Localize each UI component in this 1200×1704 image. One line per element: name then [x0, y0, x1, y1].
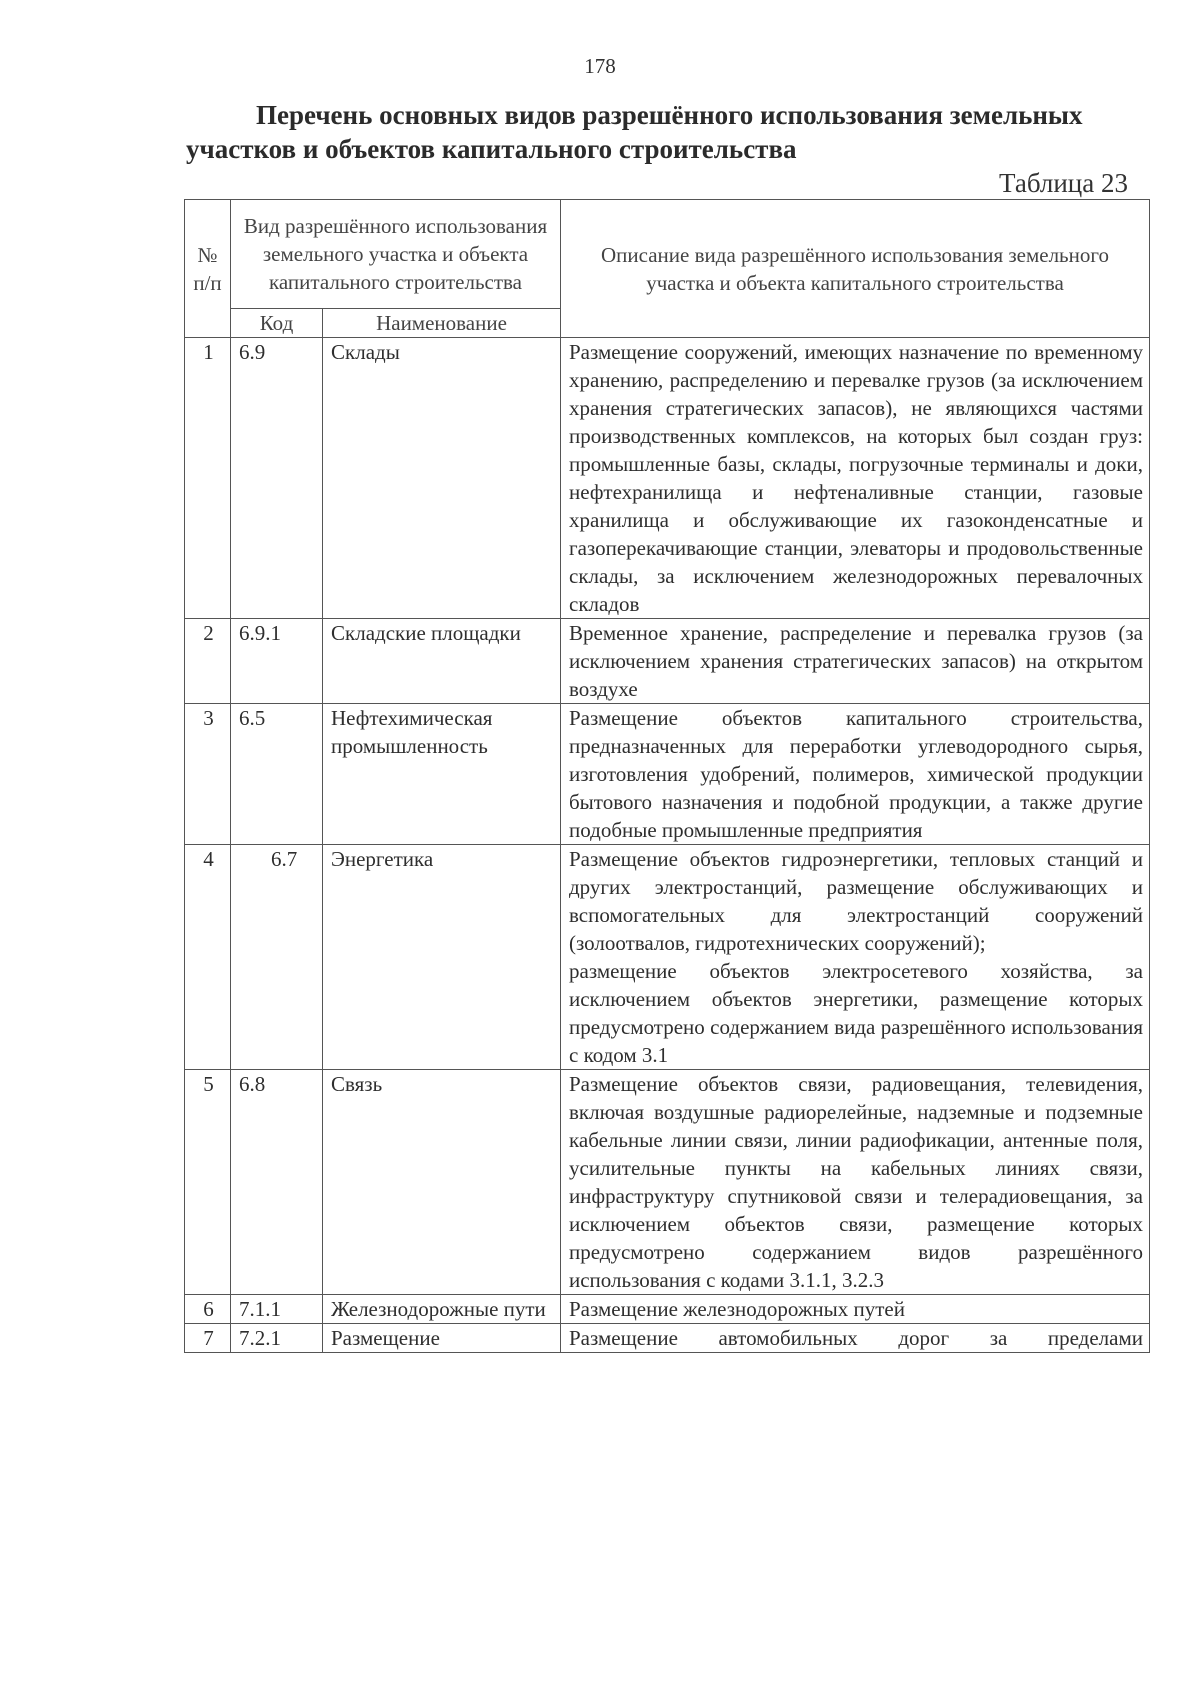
use-name: Связь	[323, 1070, 561, 1295]
use-description: Размещение железнодорожных путей	[561, 1295, 1150, 1324]
use-code: 6.9	[231, 338, 323, 619]
use-name: Нефтехимическая промышленность	[323, 704, 561, 845]
use-code: 6.7	[231, 845, 323, 1070]
page-number: 178	[584, 54, 616, 78]
use-description: Размещение объектов связи, радиовещания, телевидения, включая воздушные радиорелейные, надземные и подземные кабельные линии связи, линии радиофикации, антенные поля, усилительные пункты на кабельных линиях связи, инфраструктуру спутниковой связи и телерадиовещания, за исключением объектов связи, размещение которых предусмотрено содержанием видов разрешённого использования с кодами 3.1.1, 3.2.3	[561, 1070, 1150, 1295]
table-caption: Таблица 23	[999, 168, 1128, 198]
use-code: 6.8	[231, 1070, 323, 1295]
row-number: 7	[185, 1324, 231, 1353]
table-header-row	[185, 200, 1150, 309]
use-description: Размещение объектов капитального строительства, предназначенных для переработки углеводородного сырья, изготовления удобрений, полимеров, химической продукции бытового назначения и подобной продукции, а также другие подобные промышленные предприятия	[561, 704, 1150, 845]
permitted-use-table	[184, 199, 1150, 1353]
header-code: Код	[231, 309, 323, 338]
row-number: 1	[185, 338, 231, 619]
use-description: Размещение автомобильных дорог за пределами	[561, 1324, 1150, 1353]
use-description: Размещение сооружений, имеющих назначение по временному хранению, распределению и перевалке грузов (за исключением хранения стратегических запасов), не являющихся частями производственных комплексов, на которых был создан груз: промышленные базы, склады, погрузочные терминалы и доки, нефтехранилища и нефтеналивные станции, газовые хранилища и обслуживающие их газоконденсатные и газоперекачивающие станции, элеваторы и продовольственные склады, за исключением железнодорожных перевалочных складов	[561, 338, 1150, 619]
row-number: 2	[185, 619, 231, 704]
use-name: Энергетика	[323, 845, 561, 1070]
table-row	[185, 1324, 1150, 1353]
use-code: 7.1.1	[231, 1295, 323, 1324]
use-code: 6.5	[231, 704, 323, 845]
table-row	[185, 1295, 1150, 1324]
use-code: 7.2.1	[231, 1324, 323, 1353]
row-number: 6	[185, 1295, 231, 1324]
use-description-part: размещение объектов электросетевого хозяйства, за исключением объектов энергетики, размещение которых предусмотрено содержанием вида разрешённого использования с кодом 3.1	[569, 959, 1143, 1067]
use-name: Склады	[323, 338, 561, 619]
use-name: Железнодорожные пути	[323, 1295, 561, 1324]
use-name: Размещение	[323, 1324, 561, 1353]
use-description-part: Размещение объектов гидроэнергетики, тепловых станций и других электростанций, размещение обслуживающих и вспомогательных для электростанций сооружений (золоотвалов, гидротехнических сооружений);	[569, 847, 1143, 955]
use-name: Складские площадки	[323, 619, 561, 704]
document-title: Перечень основных видов разрешённого использования земельных участков и объектов капитального строительства	[186, 100, 1083, 164]
table-row	[185, 619, 1150, 704]
use-code: 6.9.1	[231, 619, 323, 704]
table-row	[185, 338, 1150, 619]
row-number: 5	[185, 1070, 231, 1295]
table-row	[185, 845, 1150, 1070]
table-row	[185, 1070, 1150, 1295]
header-description: Описание вида разрешённого использования земельного участка и объекта капитального строительства	[561, 200, 1150, 338]
table-row	[185, 704, 1150, 845]
use-description: Временное хранение, распределение и перевалка грузов (за исключением хранения стратегических запасов) на открытом воздухе	[561, 619, 1150, 704]
row-number: 4	[185, 845, 231, 1070]
header-name: Наименование	[323, 309, 561, 338]
row-number: 3	[185, 704, 231, 845]
header-use-type: Вид разрешённого использования земельного участка и объекта капитального строительства	[231, 200, 561, 309]
use-description	[561, 845, 1150, 1070]
header-num: № п/п	[185, 200, 231, 338]
